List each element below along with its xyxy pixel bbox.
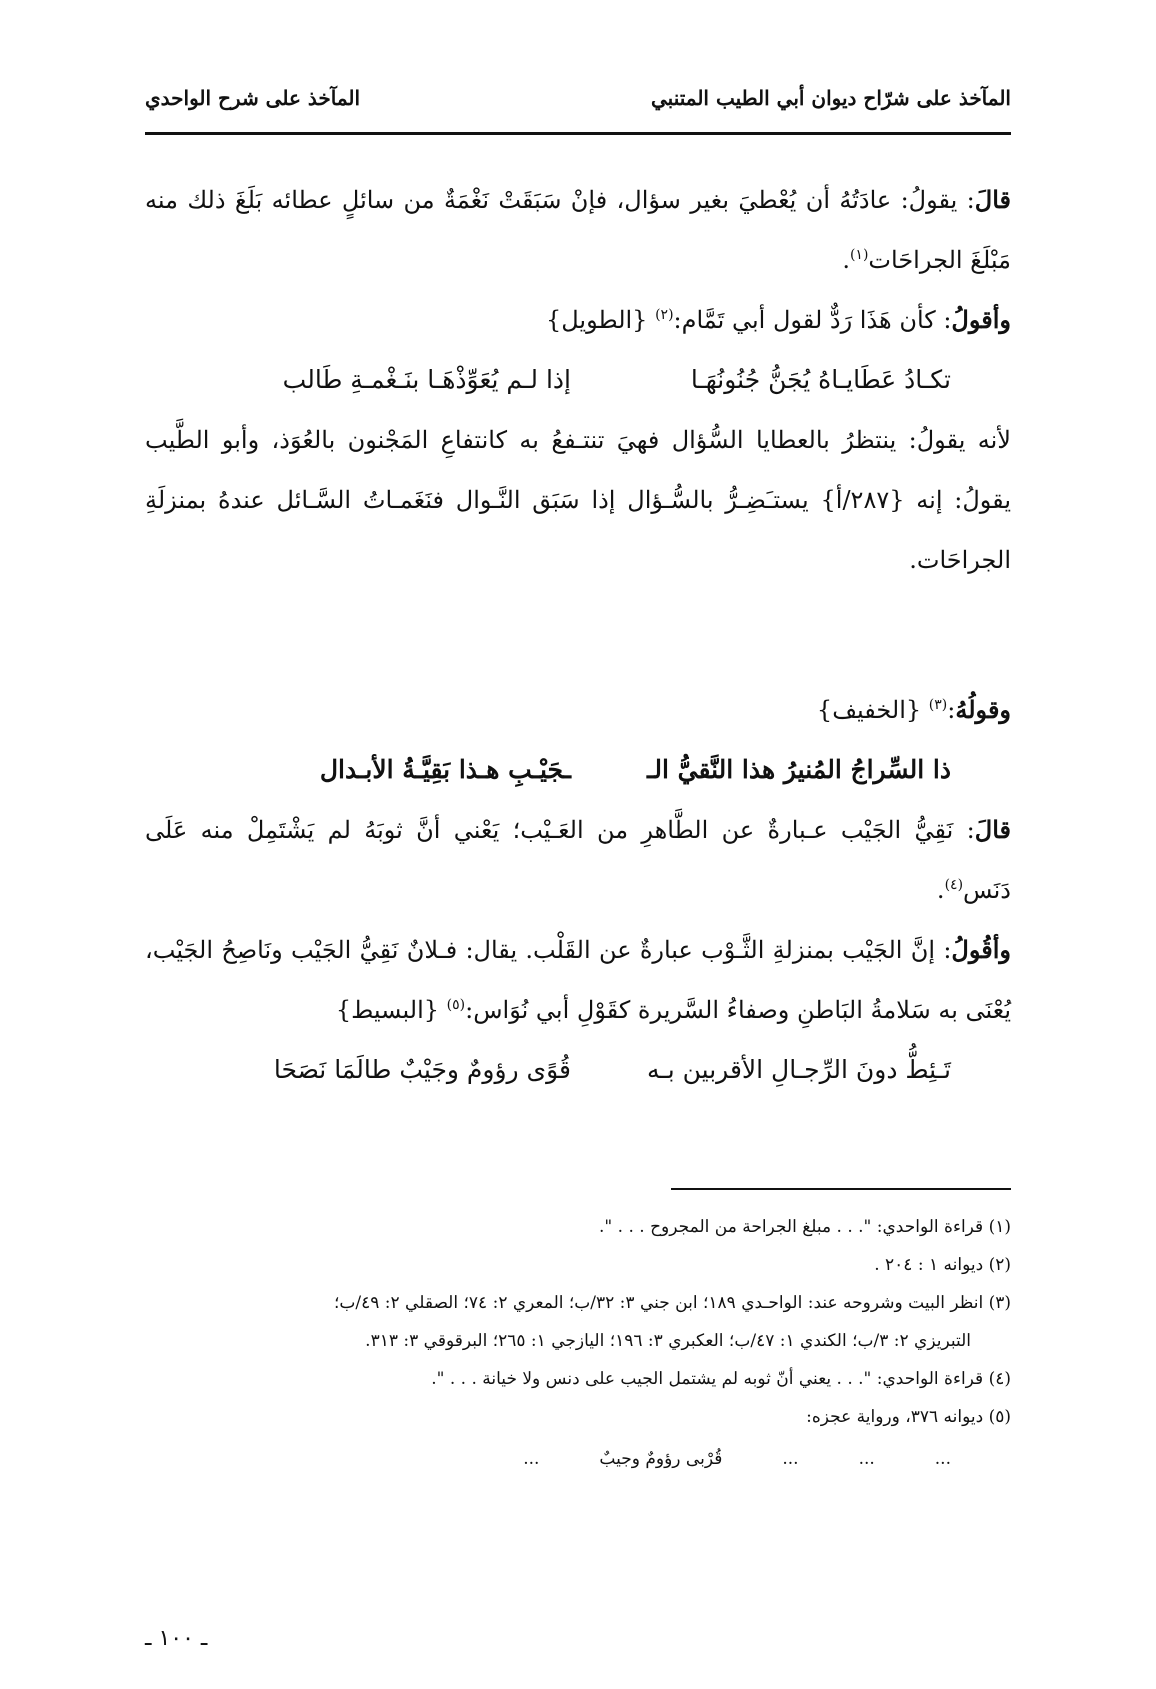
paragraph-2	[145, 290, 1011, 350]
header-section-title: المآخذ على شرح الواحدي	[145, 86, 361, 110]
page-number: ـ ١٠٠ ـ	[145, 1626, 208, 1651]
verse-1-second-hemistich: إذا لـم يُعَوِّذْهَـا بنَـغْمـةِ طَالب	[282, 365, 571, 394]
verse-3	[145, 1040, 1011, 1100]
verse-1	[145, 350, 1011, 410]
verse-2-first-hemistich: ذا السِّراجُ المُنيرُ هذا النَّقيُّ الـ	[647, 755, 951, 784]
verse-1-first-hemistich: تكـادُ عَطَايـاهُ يُجَنُّ جُنُونُهَـا	[690, 365, 951, 394]
paragraph-1-lead: قالَ	[974, 185, 1011, 214]
paragraph-5-text: : نَقِيُّ الجَيْب عـبارةٌ عن الطَّاهرِ من العَـيْب؛ يَعْني أنَّ ثوبَهُ لم يَشْتَمِلْ منه عَلَى دَنَس	[145, 816, 1011, 904]
footnote-5-verse-part: ...	[523, 1449, 540, 1469]
paragraph-4-text: :	[947, 696, 956, 724]
paragraph-2-text: : كأن هَذَا رَدٌّ لقول أبي تَمَّام:	[673, 306, 952, 334]
paragraph-5-lead: قالَ	[974, 815, 1011, 844]
paragraph-1-end: .	[842, 246, 850, 274]
footnote-3: (٣) انظر البيت وشروحه عند: الواحـدي ١٨٩؛ ابن جني ٣: ٣٢/ب؛ المعري ٢: ٧٤؛ الصقلي ٢: ٤٩/ب؛	[333, 1293, 1011, 1313]
footnote-2: (٢) ديوانه ١ : ٢٠٤ .	[874, 1255, 1011, 1275]
footnote-5-verse-part: ...	[934, 1449, 951, 1469]
header-rule	[145, 132, 1011, 135]
paragraph-2-lead: وأقولُ	[951, 305, 1011, 334]
paragraph-3: لأنه يقولُ: ينتظرُ بالعطايا السُّؤال فهيَ تنتـفعُ به كانتفاعِ المَجْنون بالعُوَذ، وأبو الطَّيب يقولُ: إنه {٢٨٧/أ} يستـَضِـرُّ بالسُّـؤال إذا سَبَق النَّـوال فنَغَمـاتُ السَّـائل عندهُ بمنزلَةِ الجراحَات.	[145, 426, 1012, 574]
header-book-title: المآخذ على شرّاح ديوان أبي الطيب المتنبي	[651, 86, 1011, 110]
footnote-3-continued: التبريزي ٢: ٣/ب؛ الكندي ١: ٤٧/ب؛ العكبري ٣: ١٩٦؛ اليازجي ١: ٢٦٥؛ البرقوقي ٣: ٣١٣.	[365, 1331, 971, 1351]
footnote-ref-5: (٥)	[446, 997, 466, 1013]
paragraph-2-meter: {الطويل}	[545, 306, 656, 334]
footnotes	[145, 1208, 1011, 1478]
footnote-rule	[671, 1188, 1011, 1190]
footnote-ref-1: (١)	[849, 247, 869, 263]
footnote-5-verse	[145, 1440, 1011, 1478]
footnote-ref-2: (٢)	[655, 307, 674, 323]
verse-3-second-hemistich: قُوًى رؤومٌ وجَيْبٌ طالَمَا نَصَحَا	[273, 1055, 571, 1084]
paragraph-1-text: : يقولُ: عادَتُهُ أن يُعْطيَ بغير سؤال، فإنْ سَبَقَتْ نَغْمَةٌ من سائلٍ عطائه بَلَغَ ذلك منه مَبْلَغَ الجراحَات	[145, 186, 1011, 274]
footnote-4: (٤) قراءة الواحدي: ". . . يعني أنّ ثوبه لم يشتمل الجيب على دنس ولا خيانة . . . ".	[431, 1369, 1011, 1389]
paragraph-6-meter: {البسيط}	[335, 996, 447, 1024]
paragraph-4-meter: {الخفيف}	[816, 696, 929, 724]
paragraph-4-lead: وقولُهُ	[955, 695, 1011, 724]
footnote-5-verse-part: ...	[858, 1449, 875, 1469]
running-header	[145, 86, 1011, 118]
verse-2-second-hemistich: ـجَيْـبِ هـذا بَقِيَّـةُ الأبـدال	[319, 755, 571, 784]
footnote-5: (٥) ديوانه ٣٧٦، ورواية عجزه:	[806, 1407, 1011, 1427]
paragraph-4	[145, 680, 1011, 740]
verse-3-first-hemistich: تَـئِطُّ دونَ الرِّجـالِ الأقربين بـه	[647, 1055, 951, 1084]
footnote-1: (١) قراءة الواحدي: ". . . مبلغ الجراحة من المجروح . . . ".	[599, 1217, 1011, 1237]
footnote-5-verse-part: قُرْبى رؤومٌ وجيبٌ	[599, 1449, 723, 1469]
verse-2	[145, 740, 1011, 800]
main-text	[145, 170, 1011, 1100]
paragraph-6-lead: وأقُولُ	[951, 935, 1011, 964]
footnote-ref-3: (٣)	[928, 697, 948, 713]
paragraph-6	[145, 920, 1011, 1040]
section-gap	[145, 590, 1011, 680]
footnote-ref-4: (٤)	[944, 877, 964, 893]
footnote-5-verse-part: ...	[782, 1449, 799, 1469]
paragraph-1	[145, 170, 1011, 290]
paragraph-5	[145, 800, 1011, 920]
paragraph-5-end: .	[936, 876, 945, 904]
paragraph-6-text: : إنَّ الجَيْب بمنزلةِ الثَّـوْب عبارةٌ عن القَلْب. يقال: فـلانٌ نَقِيُّ الجَيْب ونَاصِحُ الجَيْب، يُعْنَى به سَلامةُ البَاطنِ وصفاءُ السَّريرة كقَوْلِ أبي نُوَاس:	[145, 936, 1011, 1024]
